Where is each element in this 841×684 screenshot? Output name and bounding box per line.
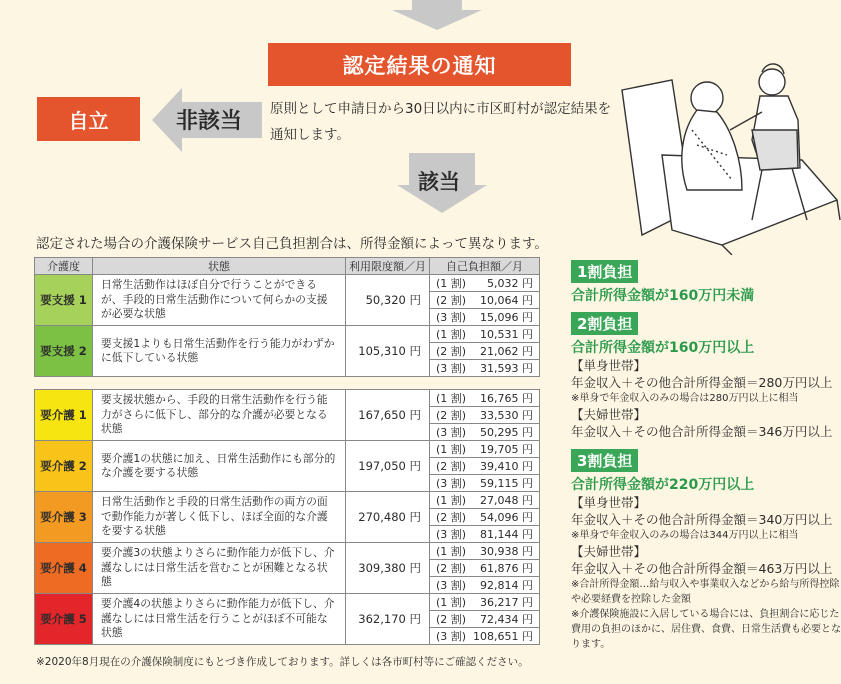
copay-amount: 72,434 円 <box>480 613 533 626</box>
copay-ratio: (2 割) <box>436 409 467 422</box>
care-level-cell: 要介護 1 <box>35 390 93 441</box>
col-header-state: 状態 <box>93 258 346 275</box>
burden-3-couple: 年金収入＋その他合計所得金額＝463万円以上 <box>571 561 833 576</box>
state-description-cell: 日常生活動作はほぼ自分で行うことができるが、手段的日常生活動作について何らかの支援が必要な状態 <box>93 275 346 326</box>
copay-cell <box>430 326 540 343</box>
burden-3-single-heading: 【単身世帯】 <box>571 495 647 510</box>
burden-3-badge: 3割負担 <box>571 449 638 472</box>
copay-amount: 15,096 円 <box>480 311 533 324</box>
limit-amount-cell: 309,380 円 <box>346 543 430 594</box>
copay-ratio: (3 割) <box>436 311 467 324</box>
copay-cell <box>430 611 540 628</box>
burden-3-note-2: ※介護保険施設に入居している場合には、負担割合に応じた費用の負担のほかに、居住費、食費、日常生活費も必要となります。 <box>571 609 841 650</box>
copay-amount: 5,032 円 <box>487 277 533 290</box>
copay-cell <box>430 275 540 292</box>
copay-cell <box>430 390 540 407</box>
copay-amount: 36,217 円 <box>480 596 533 609</box>
table-row <box>35 441 540 458</box>
copay-amount: 81,144 円 <box>480 528 533 541</box>
copay-ratio: (3 割) <box>436 362 467 375</box>
copay-amount: 19,705 円 <box>480 443 533 456</box>
burden-2-couple-heading: 【夫婦世帯】 <box>571 407 647 422</box>
col-header-level: 介護度 <box>35 258 93 275</box>
table-row <box>35 275 540 292</box>
gaito-label: 該当 <box>418 170 460 194</box>
copay-cell <box>430 543 540 560</box>
care-table <box>34 389 540 645</box>
burden-2-single: 年金収入＋その他合計所得金額＝280万円以上 <box>571 375 833 390</box>
jiritsu-box: 自立 <box>37 97 140 141</box>
state-description-cell: 要介護1の状態に加え、日常生活動作にも部分的な介護を要する状態 <box>93 441 346 492</box>
burden-2-single-heading: 【単身世帯】 <box>571 358 647 373</box>
copay-amount: 50,295 円 <box>480 426 533 439</box>
copay-ratio: (3 割) <box>436 426 467 439</box>
copay-cell <box>430 526 540 543</box>
copay-cell <box>430 424 540 441</box>
state-description-cell: 要介護3の状態よりさらに動作能力が低下し、介護なしには日常生活を営むことが困難となる状態 <box>93 543 346 594</box>
copay-ratio: (2 割) <box>436 562 467 575</box>
copay-ratio: (2 割) <box>436 460 467 473</box>
table-row <box>35 390 540 407</box>
copay-ratio: (3 割) <box>436 528 467 541</box>
burden-3-section <box>571 449 841 652</box>
copay-cell <box>430 292 540 309</box>
copay-amount: 30,938 円 <box>480 545 533 558</box>
higaito-label: 非該当 <box>176 109 243 134</box>
table-row <box>35 492 540 509</box>
down-arrow-icon <box>392 0 482 30</box>
copay-ratio: (3 割) <box>436 579 467 592</box>
copay-amount: 21,062 円 <box>480 345 533 358</box>
notice-description: 原則として申請日から30日以内に市区町村が認定結果を通知します。 <box>270 101 612 143</box>
burden-1-badge: 1割負担 <box>571 260 638 283</box>
copay-cell <box>430 475 540 492</box>
burden-2-badge: 2割負担 <box>571 312 638 335</box>
table-row <box>35 326 540 343</box>
copay-cell <box>430 360 540 377</box>
table-row <box>35 594 540 611</box>
notice-title: 認定結果の通知 <box>268 43 571 86</box>
burden-3-single: 年金収入＋その他合計所得金額＝340万円以上 <box>571 512 833 527</box>
care-level-cell: 要支援 1 <box>35 275 93 326</box>
copay-cell <box>430 441 540 458</box>
care-level-cell: 要介護 3 <box>35 492 93 543</box>
burden-3-title: 合計所得金額が220万円以上 <box>571 477 755 493</box>
limit-amount-cell: 362,170 円 <box>346 594 430 645</box>
copay-ratio: (1 割) <box>436 392 467 405</box>
limit-amount-cell: 50,320 円 <box>346 275 430 326</box>
copay-ratio: (1 割) <box>436 443 467 456</box>
copay-ratio: (2 割) <box>436 511 467 524</box>
burden-1-section <box>571 260 841 305</box>
copay-ratio: (1 割) <box>436 596 467 609</box>
copay-ratio: (3 割) <box>436 477 467 490</box>
burden-1-title: 合計所得金額が160万円未満 <box>571 288 755 304</box>
copay-ratio: (1 割) <box>436 277 467 290</box>
care-level-cell: 要介護 2 <box>35 441 93 492</box>
state-description-cell: 要介護4の状態よりさらに動作能力が低下し、介護なしには日常生活を行うことがほぼ不可能な状態 <box>93 594 346 645</box>
state-description-cell: 要支援状態から、手段的日常生活動作を行う能力がさらに低下し、部分的な介護が必要となる状態 <box>93 390 346 441</box>
copay-cell <box>430 577 540 594</box>
copay-amount: 39,410 円 <box>480 460 533 473</box>
copay-cell <box>430 509 540 526</box>
care-level-cell: 要介護 4 <box>35 543 93 594</box>
limit-amount-cell: 167,650 円 <box>346 390 430 441</box>
caregiver-illustration <box>602 60 841 255</box>
copay-amount: 59,115 円 <box>480 477 533 490</box>
copay-amount: 10,064 円 <box>480 294 533 307</box>
table-header-row <box>35 258 540 275</box>
burden-2-single-note: ※単身で年金収入のみの場合は280万円以上に相当 <box>571 393 799 404</box>
limit-amount-cell: 197,050 円 <box>346 441 430 492</box>
limit-amount-cell: 105,310 円 <box>346 326 430 377</box>
copay-ratio: (2 割) <box>436 294 467 307</box>
table-row <box>35 543 540 560</box>
copay-amount: 108,651 円 <box>473 630 533 643</box>
copay-cell <box>430 594 540 611</box>
limit-amount-cell: 270,480 円 <box>346 492 430 543</box>
col-header-pay: 自己負担額／月 <box>430 258 540 275</box>
support-table <box>34 257 540 377</box>
copay-ratio: (1 割) <box>436 328 467 341</box>
copay-amount: 31,593 円 <box>480 362 533 375</box>
copay-ratio: (1 割) <box>436 545 467 558</box>
copay-amount: 54,096 円 <box>480 511 533 524</box>
copay-cell <box>430 492 540 509</box>
copay-amount: 16,765 円 <box>480 392 533 405</box>
burden-2-section <box>571 312 841 440</box>
copay-amount: 27,048 円 <box>480 494 533 507</box>
care-level-cell: 要介護 5 <box>35 594 93 645</box>
copay-amount: 10,531 円 <box>480 328 533 341</box>
copay-cell <box>430 309 540 326</box>
state-description-cell: 日常生活動作と手段的日常生活動作の両方の面で動作能力が著しく低下し、ほぼ全面的な介護を要する状態 <box>93 492 346 543</box>
care-level-cell: 要支援 2 <box>35 326 93 377</box>
burden-3-single-note: ※単身で年金収入のみの場合は344万円以上に相当 <box>571 530 799 541</box>
copay-ratio: (2 割) <box>436 613 467 626</box>
burden-2-couple: 年金収入＋その他合計所得金額＝346万円以上 <box>571 424 833 439</box>
burden-3-couple-heading: 【夫婦世帯】 <box>571 544 647 559</box>
copay-amount: 92,814 円 <box>480 579 533 592</box>
burden-3-note-1: ※合計所得金額…給与収入や事業収入などから給与所得控除や必要経費を控除した金額 <box>571 579 840 605</box>
copay-cell <box>430 560 540 577</box>
state-description-cell: 要支援1よりも日常生活動作を行う能力がわずかに低下している状態 <box>93 326 346 377</box>
copay-cell <box>430 407 540 424</box>
copay-amount: 33,530 円 <box>480 409 533 422</box>
col-header-limit: 利用限度額／月 <box>346 258 430 275</box>
copay-amount: 61,876 円 <box>480 562 533 575</box>
copay-ratio: (1 割) <box>436 494 467 507</box>
copay-cell <box>430 628 540 645</box>
footnote: ※2020年8月現在の介護保険制度にもとづき作成しております。詳しくは各市町村等にご確認ください。 <box>36 656 529 668</box>
copay-cell <box>430 458 540 475</box>
copay-cell <box>430 343 540 360</box>
intro-text: 認定された場合の介護保険サービス自己負担割合は、所得金額によって異なります。 <box>36 236 548 252</box>
burden-2-title: 合計所得金額が160万円以上 <box>571 340 755 356</box>
copay-ratio: (2 割) <box>436 345 467 358</box>
copay-ratio: (3 割) <box>436 630 467 643</box>
